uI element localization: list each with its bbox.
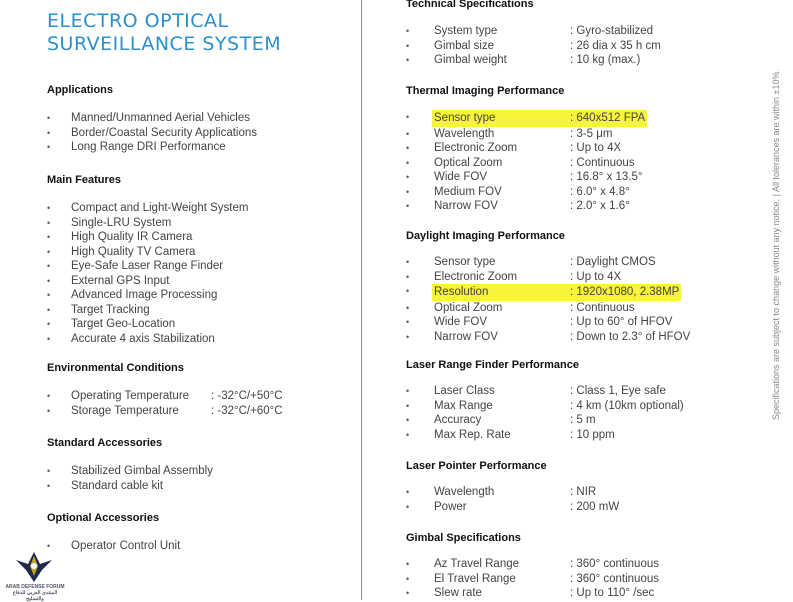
- list-item: • Single-LRU System: [47, 216, 248, 231]
- spec-label: Narrow FOV: [434, 200, 498, 212]
- spec-row: [406, 127, 647, 142]
- spec-value: : 26 dia x 35 h cm: [570, 39, 661, 52]
- forum-logo: [4, 548, 65, 602]
- list-item: • Standard cable kit: [47, 479, 213, 494]
- thermal-section: [406, 84, 647, 214]
- spec-label: Wavelength: [434, 486, 495, 498]
- environmental-heading: Environmental Conditions: [47, 362, 184, 374]
- shield-icon: [14, 548, 54, 584]
- optional-accessories-list: [47, 539, 180, 554]
- spec-row: [406, 500, 619, 515]
- spec-row: [406, 384, 684, 399]
- spec-row: [47, 404, 283, 419]
- spec-label: Sensor type: [434, 112, 496, 124]
- laser-pointer-section: [406, 459, 619, 514]
- main-features-heading: Main Features: [47, 174, 121, 186]
- list-item: • Border/Coastal Security Applications: [47, 126, 257, 141]
- thermal-heading: Thermal Imaging Performance: [406, 85, 565, 97]
- spec-value: : 3-5 μm: [570, 127, 613, 140]
- spec-row: [406, 428, 684, 443]
- spec-row: [406, 330, 690, 345]
- technical-list: [406, 24, 661, 68]
- spec-row: [406, 141, 647, 156]
- spec-label: Storage Temperature: [71, 404, 179, 417]
- spec-row: [406, 199, 647, 214]
- environmental-list: [47, 389, 283, 418]
- laser-pointer-heading: Laser Pointer Performance: [406, 460, 547, 472]
- logo-line-arabic: المنتدى العربي للدفاع والتسليح: [12, 590, 58, 602]
- list-item: • Accurate 4 axis Stabilization: [47, 332, 248, 347]
- spec-row: [406, 39, 661, 54]
- spec-value: : 5 m: [570, 414, 596, 426]
- spec-value: : 16.8° x 13.5°: [570, 171, 643, 183]
- list-item: • Advanced Image Processing: [47, 288, 248, 303]
- applications-heading: Applications: [47, 84, 114, 96]
- spec-row: [406, 586, 659, 601]
- spec-label: Narrow FOV: [434, 330, 498, 343]
- optional-accessories-heading: Optional Accessories: [47, 512, 160, 524]
- spec-value: : Continuous: [570, 301, 635, 314]
- spec-value: : Up to 4X: [570, 270, 622, 283]
- spec-value: : Daylight CMOS: [570, 256, 656, 268]
- standard-accessories-heading: Standard Accessories: [47, 437, 163, 449]
- list-item: • Operator Control Unit: [47, 539, 180, 554]
- laser-range-finder-heading: Laser Range Finder Performance: [406, 359, 580, 371]
- spec-row-highlighted: [406, 284, 690, 301]
- spec-value: : 2.0° x 1.6°: [570, 200, 630, 212]
- daylight-list: [406, 255, 690, 344]
- spec-row: [406, 557, 659, 572]
- spec-row: [406, 270, 690, 285]
- spec-row: [406, 485, 619, 500]
- spec-label: Laser Class: [434, 385, 495, 397]
- spec-value: : Up to 4X: [570, 142, 622, 154]
- standard-accessories-list: [47, 464, 213, 493]
- spec-row: [47, 389, 283, 404]
- page-title-line2: SURVEILLANCE SYSTEM: [47, 33, 282, 55]
- spec-row: [406, 315, 690, 330]
- spec-value: : Up to 110° /sec: [570, 587, 655, 599]
- list-item: • Stabilized Gimbal Assembly: [47, 464, 213, 479]
- thermal-list: [406, 110, 647, 214]
- applications-section: [47, 83, 257, 155]
- spec-row: [406, 170, 647, 185]
- spec-row: [406, 255, 690, 270]
- list-item: • External GPS Input: [47, 274, 248, 289]
- spec-label: Sensor type: [434, 256, 496, 268]
- page-title-line1: ELECTRO OPTICAL: [47, 10, 229, 32]
- list-item: • Target Geo-Location: [47, 317, 248, 332]
- spec-row: [406, 572, 659, 587]
- spec-label: Power: [434, 500, 467, 513]
- logo-text: [4, 584, 66, 602]
- list-item: • High Quality TV Camera: [47, 245, 248, 260]
- spec-label: Accuracy: [434, 414, 482, 426]
- list-item: • High Quality IR Camera: [47, 230, 248, 245]
- gimbal-heading: Gimbal Specifications: [406, 532, 521, 544]
- spec-label: Gimbal size: [434, 39, 495, 52]
- page-title: [47, 10, 281, 56]
- optional-accessories-section: [47, 511, 180, 554]
- main-features-section: [47, 173, 248, 346]
- spec-value: : 10 ppm: [570, 428, 615, 441]
- spec-label: Gimbal weight: [434, 54, 507, 66]
- spec-label: Max Rep. Rate: [434, 428, 511, 441]
- technical-section: [406, 0, 661, 68]
- laser-range-finder-section: [406, 358, 684, 442]
- spec-value: : Gyro-stabilized: [570, 25, 654, 37]
- spec-label: Optical Zoom: [434, 301, 503, 314]
- spec-value: : 360° continuous: [570, 572, 659, 585]
- spec-label: Resolution: [434, 286, 489, 298]
- spec-row: [406, 413, 684, 428]
- column-divider: [361, 0, 362, 600]
- laser-pointer-list: [406, 485, 619, 514]
- spec-value: : 6.0° x 4.8°: [570, 185, 630, 198]
- gimbal-section: [406, 531, 659, 601]
- spec-row: [406, 185, 647, 200]
- spec-value: : Down to 2.3° of HFOV: [570, 330, 691, 343]
- gimbal-list: [406, 557, 659, 601]
- spec-label: Max Range: [434, 399, 493, 412]
- daylight-section: [406, 229, 690, 344]
- spec-value: : 10 kg (max.): [570, 54, 641, 66]
- spec-value: : 360° continuous: [570, 558, 659, 570]
- spec-label: System type: [434, 25, 498, 37]
- list-item: • Compact and Light-Weight System: [47, 201, 248, 216]
- spec-label: Wide FOV: [434, 171, 488, 183]
- spec-value: : Class 1, Eye safe: [570, 385, 666, 397]
- main-features-list: [47, 201, 248, 346]
- applications-list: [47, 111, 257, 155]
- spec-value: : 640x512 FPA: [570, 112, 646, 124]
- spec-value: : -32°C/+60°C: [211, 404, 283, 417]
- spec-label: Az Travel Range: [434, 558, 520, 570]
- daylight-heading: Daylight Imaging Performance: [406, 230, 565, 242]
- logo-line-english: ARAB DEFENSE FORUM: [5, 584, 65, 590]
- spec-value: : 4 km (10km optional): [570, 399, 684, 412]
- spec-value: : 200 mW: [570, 500, 620, 513]
- technical-heading: Technical Specifications: [406, 0, 534, 10]
- spec-value: : Continuous: [570, 156, 635, 169]
- laser-range-finder-list: [406, 384, 684, 442]
- spec-value: : Up to 60° of HFOV: [570, 316, 673, 328]
- spec-row: [406, 399, 684, 414]
- spec-label: Electronic Zoom: [434, 270, 518, 283]
- spec-row-highlighted: [406, 110, 647, 127]
- spec-value: : -32°C/+50°C: [211, 390, 283, 402]
- spec-row: [406, 53, 661, 68]
- spec-value: : NIR: [570, 486, 597, 498]
- spec-label: El Travel Range: [434, 572, 516, 585]
- spec-label: Operating Temperature: [71, 390, 190, 402]
- spec-value: : 1920x1080, 2.38MP: [570, 286, 680, 298]
- spec-row: [406, 156, 647, 171]
- spec-label: Wide FOV: [434, 316, 488, 328]
- spec-row: [406, 24, 661, 39]
- spec-label: Medium FOV: [434, 185, 502, 198]
- highlight-marker: [432, 284, 681, 301]
- disclaimer-note: Specifications are subject to change without any notice. | All tolerances are within ±10%.: [771, 69, 781, 420]
- list-item: • Manned/Unmanned Aerial Vehicles: [47, 111, 257, 126]
- spec-label: Slew rate: [434, 587, 482, 599]
- spec-label: Wavelength: [434, 127, 495, 140]
- list-item: • Long Range DRI Performance: [47, 140, 257, 155]
- highlight-marker: [432, 110, 647, 127]
- spec-label: Electronic Zoom: [434, 142, 518, 154]
- list-item: • Target Tracking: [47, 303, 248, 318]
- standard-accessories-section: [47, 436, 213, 493]
- spec-row: [406, 301, 690, 316]
- environmental-section: [47, 361, 283, 418]
- list-item: • Eye-Safe Laser Range Finder: [47, 259, 248, 274]
- spec-label: Optical Zoom: [434, 156, 503, 169]
